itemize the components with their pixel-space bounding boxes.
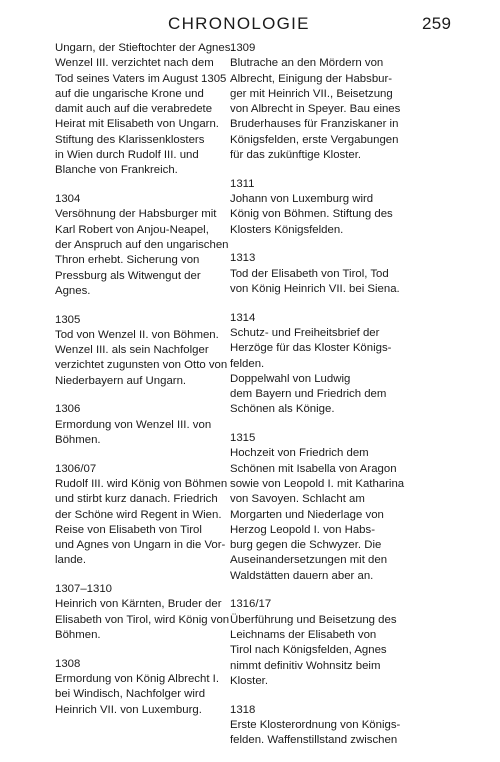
entry-year: 1318 [230, 703, 256, 716]
entry-text-line: Leichnams der Elisabeth von [230, 629, 377, 642]
entry-text-line: Böhmen. [55, 434, 101, 446]
entry-year: 1311 [230, 177, 255, 190]
entry-text-line: felden. Waffenstillstand zwischen [230, 734, 398, 747]
chronology-entry [55, 192, 230, 299]
entry-text-line: und Agnes von Ungarn in die Vor- [55, 539, 226, 552]
entry-text-line: Waldstätten dauern aber an. [230, 569, 374, 582]
entry-text-line: dem Bayern und Friedrich dem [230, 388, 387, 401]
entry-text-line: Tod der Elisabeth von Tirol, Tod [230, 267, 389, 280]
entry-year: 1306 [55, 403, 81, 416]
page-header [0, 14, 500, 36]
entry-text-line: von Savoyen. Schlacht am [230, 493, 365, 506]
entry-text-line: Elisabeth von Tirol, wird König von [55, 613, 230, 626]
entry-text-line: Morgarten und Niederlage von [230, 508, 384, 521]
chronology-entry [55, 657, 230, 718]
entry-text-line: von Albrecht in Speyer. Bau eines [230, 103, 401, 116]
chronology-entry [55, 582, 230, 643]
entry-text-line: für das zukünftige Kloster. [230, 149, 362, 162]
entry-text-line: bei Windisch, Nachfolger wird [55, 688, 206, 701]
entry-text-line: sowie von Leopold I. mit Katharina [230, 477, 405, 490]
entry-text-line: Herzog Leopold I. von Habs- [230, 523, 375, 536]
entry-year: 1309 [230, 42, 256, 54]
entry-text-line: Heinrich VII. von Luxemburg. [55, 703, 202, 716]
running-title: CHRONOLOGIE [168, 14, 310, 33]
right-column [230, 41, 405, 762]
entry-text-line: burg gegen die Schwyzer. Die [230, 539, 382, 552]
entry-text-line: verzichtet zugunsten von Otto von [55, 359, 228, 372]
entry-text-line: Auseinandersetzungen mit den [230, 554, 388, 567]
entry-text-line: Stiftung des Klarissenklosters [55, 133, 205, 146]
entry-text-line: felden. [230, 357, 265, 370]
entry-text-line: nimmt definitiv Wohnsitz beim [230, 659, 381, 672]
entry-text-line: in Wien durch Rudolf III. und [55, 149, 199, 162]
entry-text-line: Niederbayern auf Ungarn. [55, 374, 187, 387]
entry-text-line: Pressburg als Witwengut der [55, 269, 201, 282]
left-column [55, 41, 234, 731]
entry-text-line: Versöhnung der Habsburger mit [55, 208, 217, 221]
entry-text-line: Klosters Königsfelden. [230, 223, 344, 236]
entry-text-line: Reise von Elisabeth von Tirol [55, 523, 202, 536]
entry-text-line: Ermordung von Wenzel III. von [55, 418, 212, 431]
entry-text-line: Königsfelden, erste Vergabungen [230, 133, 399, 146]
entry-text-line: Albrecht, Einigung der Habsbur- [230, 72, 393, 85]
entry-text-line: von König Heinrich VII. bei Siena. [230, 282, 400, 295]
chronology-entry [55, 462, 230, 569]
entry-text-line: Karl Robert von Anjou-Neapel, [55, 223, 209, 236]
entry-text-line: Ermordung von König Albrecht I. [55, 673, 219, 686]
entry-year: 1306/07 [55, 462, 97, 475]
entry-text-line: Tod seines Vaters im August 1305 [55, 72, 227, 85]
entry-year: 1304 [55, 193, 81, 206]
entry-year: 1307–1310 [55, 583, 113, 596]
entry-text-line: Schutz- und Freiheitsbrief der [230, 326, 380, 339]
entry-text-line: damit auch auf die verabredete [55, 103, 213, 116]
chronology-entry [230, 41, 400, 163]
chronology-entry [230, 251, 400, 297]
entry-text-line: Agnes. [55, 284, 91, 297]
entry-year: 1305 [55, 313, 81, 326]
chronology-entry [55, 313, 230, 389]
entry-text-line: König von Böhmen. Stiftung des [230, 208, 393, 221]
entry-text-line: Tirol nach Königsfelden, Agnes [230, 644, 387, 657]
entry-text-line: Thron erhebt. Sicherung von [55, 254, 200, 267]
entry-text-line: Kloster. [230, 674, 268, 687]
page-number: 259 [422, 14, 452, 33]
entry-text-line: der Schöne wird Regent in Wien. [55, 508, 222, 521]
entry-text-line: Doppelwahl von Ludwig [230, 372, 351, 385]
entry-text-line: Wenzel III. verzichtet nach dem [55, 57, 214, 70]
chronology-entry [55, 41, 234, 179]
entry-year: 1316/17 [230, 598, 272, 611]
entry-text-line: Schönen als Könige. [230, 403, 335, 416]
entry-text-line: Herzöge für das Kloster Königs- [230, 342, 392, 355]
entry-text-line: Hochzeit von Friedrich dem [230, 447, 369, 460]
entry-text-line: Rudolf III. wird König von Böhmen [55, 477, 228, 490]
entry-text-line: lande. [55, 554, 87, 567]
entry-text-line: Überführung und Beisetzung des [230, 613, 397, 626]
entry-text-line: ger mit Heinrich VII., Beisetzung [230, 87, 393, 100]
entry-text-line: auf die ungarische Krone und [55, 87, 204, 100]
entry-text-line: Heirat mit Elisabeth von Ungarn. [55, 118, 219, 131]
entry-text-line: Ungarn, der Stieftochter der Agnes. [55, 42, 234, 54]
entry-text-line: Wenzel III. als sein Nachfolger [55, 344, 209, 357]
entry-text-line: und stirbt kurz danach. Friedrich [55, 493, 218, 506]
entry-text-line: Blutrache an den Mördern von [230, 57, 384, 70]
chronology-entry [230, 177, 400, 238]
entry-text-line: Böhmen. [55, 629, 101, 642]
chronology-entry [230, 311, 400, 418]
entry-text-line: Johann von Luxemburg wird [230, 193, 374, 206]
entry-year: 1314 [230, 311, 256, 324]
chronology-entry [55, 402, 230, 448]
entry-text-line: Heinrich von Kärnten, Bruder der [55, 598, 222, 611]
chronology-entry [230, 703, 400, 749]
entry-text-line: Blanche von Frankreich. [55, 164, 178, 177]
entry-year: 1315 [230, 432, 256, 445]
entry-year: 1308 [55, 657, 81, 670]
entry-text-line: Tod von Wenzel II. von Böhmen. [55, 328, 219, 341]
entry-text-line: Bruderhauses für Franziskaner in [230, 118, 399, 131]
chronology-entry [230, 597, 400, 689]
entry-year: 1313 [230, 252, 256, 265]
entry-text-line: der Anspruch auf den ungarischen [55, 238, 229, 251]
entry-text-line: Erste Klosterordnung von Königs- [230, 718, 401, 731]
entry-text-line: Schönen mit Isabella von Aragon [230, 462, 397, 475]
chronology-entry [230, 431, 405, 584]
